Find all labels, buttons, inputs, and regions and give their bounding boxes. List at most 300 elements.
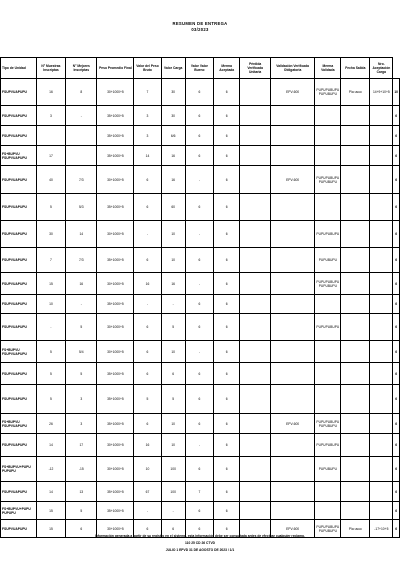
table-cell: 7 bbox=[134, 79, 161, 106]
table-cell bbox=[341, 414, 370, 434]
table-cell: PUPUBUPU bbox=[315, 457, 341, 482]
table-cell: 30+1000+5 bbox=[97, 434, 134, 457]
table-cell: 6 bbox=[213, 79, 240, 106]
table-cell bbox=[240, 79, 270, 106]
table-cell: 35+1000+5 bbox=[97, 126, 134, 146]
column-header: Valor Valor Bueno bbox=[185, 58, 213, 79]
table-cell: PUPUBUPU bbox=[315, 248, 341, 273]
table-cell: 6 bbox=[134, 341, 161, 363]
table-cell bbox=[240, 385, 270, 414]
table-cell: 6 bbox=[185, 502, 213, 520]
table-cell: 30+1000+5 bbox=[97, 457, 134, 482]
table-cell: 6 bbox=[213, 126, 240, 146]
table-header-row bbox=[1, 58, 400, 79]
table-cell: 15 bbox=[36, 273, 65, 295]
table-cell: 3 bbox=[134, 106, 161, 126]
table-cell: 6 bbox=[185, 146, 213, 166]
table-cell bbox=[315, 341, 341, 363]
report-title: RESUMEN DE ENTREGA bbox=[172, 21, 228, 26]
table-cell bbox=[341, 146, 370, 166]
table-cell bbox=[315, 126, 341, 146]
table-cell bbox=[341, 363, 370, 385]
table-cell bbox=[370, 194, 393, 221]
table-cell: 14 bbox=[134, 146, 161, 166]
table-cell: PUPUPUBUPU PUPUBUPU bbox=[315, 273, 341, 295]
table-cell bbox=[315, 194, 341, 221]
table-cell: 6 bbox=[161, 520, 185, 538]
table-cell: 6 bbox=[213, 502, 240, 520]
table-cell: 35+1000+5 bbox=[97, 248, 134, 273]
table-cell: 5 bbox=[36, 385, 65, 414]
table-cell: 6 bbox=[393, 273, 400, 295]
table-cell: 100 bbox=[161, 482, 185, 502]
table-cell: 6 bbox=[393, 502, 400, 520]
table-cell bbox=[341, 314, 370, 341]
table-cell: 10 bbox=[161, 248, 185, 273]
table-cell: 3 bbox=[66, 385, 97, 414]
report-header bbox=[0, 21, 400, 33]
table-row bbox=[1, 106, 400, 126]
table-cell: 6 bbox=[393, 126, 400, 146]
unit-type-cell: FSUPVUAPUPU bbox=[1, 273, 37, 295]
table-cell: 6 bbox=[213, 520, 240, 538]
table-cell bbox=[370, 126, 393, 146]
table-cell bbox=[370, 106, 393, 126]
table-cell: 6 bbox=[393, 194, 400, 221]
table-cell: 5/4 bbox=[66, 341, 97, 363]
table-cell: 6 bbox=[213, 457, 240, 482]
table-cell: 6 bbox=[134, 248, 161, 273]
column-header: N° Mejores Inscriptas bbox=[66, 58, 97, 79]
table-cell bbox=[270, 482, 315, 502]
table-cell: 6 bbox=[213, 146, 240, 166]
table-cell bbox=[240, 166, 270, 194]
column-header: Valor del Peso Bruto bbox=[134, 58, 161, 79]
table-cell: 6 bbox=[134, 414, 161, 434]
unit-type-cell: FS+BUPVU FSUPVUAPUPU bbox=[1, 414, 37, 434]
table-cell bbox=[315, 385, 341, 414]
table-cell: 6 bbox=[393, 385, 400, 414]
table-cell bbox=[270, 221, 315, 248]
table-cell: 6 bbox=[134, 166, 161, 194]
table-row bbox=[1, 502, 400, 520]
table-cell: 7/3 bbox=[66, 166, 97, 194]
table-cell bbox=[370, 434, 393, 457]
table-cell: EPV-600 bbox=[270, 79, 315, 106]
table-row bbox=[1, 273, 400, 295]
table-cell: 3 bbox=[66, 414, 97, 434]
table-row bbox=[1, 146, 400, 166]
table-cell: 35+1000+5 bbox=[97, 106, 134, 126]
table-cell: 30+1000+5 bbox=[97, 273, 134, 295]
table-cell: 6 bbox=[134, 194, 161, 221]
table-cell bbox=[240, 295, 270, 314]
table-cell: 6 bbox=[161, 363, 185, 385]
table-cell bbox=[341, 126, 370, 146]
table-cell: 6 bbox=[185, 295, 213, 314]
table-cell: 6 bbox=[393, 457, 400, 482]
table-cell bbox=[270, 341, 315, 363]
table-cell: 6 bbox=[393, 414, 400, 434]
table-cell: 6 bbox=[134, 314, 161, 341]
table-cell: 26 bbox=[36, 414, 65, 434]
table-cell bbox=[240, 457, 270, 482]
table-cell: 5 bbox=[36, 363, 65, 385]
table-cell: 6 bbox=[185, 194, 213, 221]
footer-code: 110 25 CD 26 CTVD bbox=[184, 541, 216, 545]
table-cell: 14 bbox=[36, 434, 65, 457]
table-cell: - bbox=[185, 341, 213, 363]
table-cell: 6 bbox=[213, 106, 240, 126]
table-cell: 35+1000+5 bbox=[97, 363, 134, 385]
table-cell bbox=[270, 457, 315, 482]
table-cell: 6 bbox=[393, 434, 400, 457]
table-cell bbox=[270, 385, 315, 414]
table-cell bbox=[341, 248, 370, 273]
table-cell: 6 bbox=[213, 194, 240, 221]
table-cell bbox=[240, 221, 270, 248]
table-cell: 6 bbox=[393, 341, 400, 363]
table-cell bbox=[341, 221, 370, 248]
table-cell bbox=[341, 273, 370, 295]
table-cell: 13 bbox=[66, 482, 97, 502]
table-cell: PUPUPUBUPU PUPUBUPU bbox=[315, 166, 341, 194]
table-cell: - bbox=[134, 502, 161, 520]
table-cell: 30+1000+5 bbox=[97, 166, 134, 194]
table-cell: 10 bbox=[393, 79, 400, 106]
table-row bbox=[1, 385, 400, 414]
table-cell bbox=[240, 434, 270, 457]
table-row bbox=[1, 79, 400, 106]
table-cell: 6 bbox=[185, 248, 213, 273]
table-cell bbox=[270, 273, 315, 295]
unit-type-cell: FSUPVUAPUPU bbox=[1, 295, 37, 314]
table-cell: -17+10+5 bbox=[370, 520, 393, 538]
table-cell bbox=[240, 146, 270, 166]
table-cell: EPV-600 bbox=[270, 166, 315, 194]
table-cell: PUPUPUBUPU PUPUBUPU bbox=[315, 520, 341, 538]
table-cell: 6 bbox=[393, 106, 400, 126]
table-cell: 10 bbox=[36, 295, 65, 314]
table-cell: Pla usuo bbox=[341, 520, 370, 538]
table-cell: 16 bbox=[66, 273, 97, 295]
table-cell: 67 bbox=[134, 482, 161, 502]
table-row bbox=[1, 221, 400, 248]
table-cell bbox=[315, 482, 341, 502]
table-cell: Pla usuo bbox=[341, 79, 370, 106]
table-cell: 5 bbox=[161, 385, 185, 414]
table-body bbox=[1, 79, 400, 538]
table-cell bbox=[370, 295, 393, 314]
table-cell bbox=[270, 295, 315, 314]
table-cell: 30+1000+5 bbox=[97, 520, 134, 538]
table-cell: PUPUPUBUPU PUPUBUPU bbox=[315, 79, 341, 106]
table-cell: - bbox=[134, 221, 161, 248]
table-cell bbox=[370, 482, 393, 502]
table-cell bbox=[270, 194, 315, 221]
table-cell: 10 bbox=[134, 457, 161, 482]
table-cell: 10 bbox=[161, 434, 185, 457]
table-cell: 30+1000+5 bbox=[97, 314, 134, 341]
table-cell: 35+1000+5 bbox=[97, 502, 134, 520]
table-cell: PUPUPUBUPU bbox=[315, 221, 341, 248]
table-cell bbox=[66, 126, 97, 146]
table-cell bbox=[370, 146, 393, 166]
table-cell bbox=[240, 341, 270, 363]
table-cell bbox=[240, 194, 270, 221]
unit-type-cell: FSUPVUAPUPU bbox=[1, 106, 37, 126]
table-cell: 6 bbox=[213, 273, 240, 295]
table-cell: - bbox=[161, 295, 185, 314]
table-cell: 6 bbox=[213, 434, 240, 457]
footer-period: JULIO 1 EPVD 31 DE AGOSTO DE 2023 / 1/1 bbox=[165, 548, 235, 552]
table-cell bbox=[270, 106, 315, 126]
table-cell bbox=[240, 502, 270, 520]
unit-type-cell: FSUPVUAPUPU bbox=[1, 79, 37, 106]
table-cell bbox=[341, 434, 370, 457]
table-cell bbox=[370, 414, 393, 434]
table-cell: 10 bbox=[161, 221, 185, 248]
column-header: N° Muestras Inscriptas bbox=[36, 58, 65, 79]
unit-type-cell: FSUPVUAPUPU bbox=[1, 434, 37, 457]
table-cell: PUPUPUBUPU PUPUBUPU bbox=[315, 414, 341, 434]
table-cell: 17 bbox=[36, 146, 65, 166]
table-cell bbox=[315, 106, 341, 126]
unit-type-cell: FS+BUPVU FSUPVUAPUPU bbox=[1, 341, 37, 363]
report-footer bbox=[0, 533, 400, 554]
table-cell: 6 bbox=[393, 166, 400, 194]
table-cell bbox=[341, 166, 370, 194]
table-cell: 15 bbox=[36, 520, 65, 538]
table-cell bbox=[240, 314, 270, 341]
table-cell: 6 bbox=[213, 385, 240, 414]
table-cell: 5 bbox=[36, 194, 65, 221]
table-cell bbox=[370, 385, 393, 414]
unit-type-cell: FS+BUPVU+PUPU PUPUPU bbox=[1, 457, 37, 482]
table-cell bbox=[341, 106, 370, 126]
table-cell: 35+1000+5 bbox=[97, 194, 134, 221]
table-cell: -12 bbox=[36, 457, 65, 482]
table-cell: 16 bbox=[134, 434, 161, 457]
unit-type-cell: FSUPVUAPUPU bbox=[1, 520, 37, 538]
table-row bbox=[1, 295, 400, 314]
table-cell: 14 bbox=[36, 482, 65, 502]
table-cell bbox=[370, 502, 393, 520]
table-cell bbox=[370, 457, 393, 482]
table-cell: 30+1000+5 bbox=[97, 221, 134, 248]
table-cell: 30 bbox=[161, 106, 185, 126]
table-cell: 16 bbox=[134, 273, 161, 295]
table-row bbox=[1, 363, 400, 385]
table-cell bbox=[270, 126, 315, 146]
table-cell: 10 bbox=[161, 341, 185, 363]
column-header: Fecha Salida bbox=[341, 58, 370, 79]
table-cell: 5 bbox=[134, 385, 161, 414]
table-cell: 6 bbox=[213, 363, 240, 385]
table-cell: 35+1000+5 bbox=[97, 414, 134, 434]
table-cell bbox=[240, 106, 270, 126]
table-row bbox=[1, 194, 400, 221]
table-cell: 10 bbox=[161, 414, 185, 434]
table-cell: 6 bbox=[393, 221, 400, 248]
table-cell: EPV-600 bbox=[270, 520, 315, 538]
table-cell bbox=[370, 341, 393, 363]
table-cell bbox=[370, 273, 393, 295]
table-cell: 30+1000+5 bbox=[97, 341, 134, 363]
table-cell bbox=[341, 385, 370, 414]
column-header: Merma Aceptada bbox=[213, 58, 240, 79]
table-row bbox=[1, 126, 400, 146]
table-cell bbox=[370, 314, 393, 341]
table-cell: 6 bbox=[185, 106, 213, 126]
table-cell: 15 bbox=[36, 502, 65, 520]
table-cell: - bbox=[66, 295, 97, 314]
table-cell: 6 bbox=[185, 363, 213, 385]
table-cell bbox=[341, 457, 370, 482]
table-cell: 14+9+10+5 bbox=[370, 79, 393, 106]
table-cell: 7/3 bbox=[66, 248, 97, 273]
unit-type-cell: FSUPVUAPUPU bbox=[1, 248, 37, 273]
table-row bbox=[1, 457, 400, 482]
table-cell: 30 bbox=[36, 221, 65, 248]
table-cell bbox=[240, 273, 270, 295]
table-row bbox=[1, 434, 400, 457]
table-cell: 35+1000+5 bbox=[97, 482, 134, 502]
table-cell: 17 bbox=[66, 434, 97, 457]
column-header: Pérdida Verificada Unitaria bbox=[240, 58, 270, 79]
unit-type-cell: FSUPVUAPUPU bbox=[1, 385, 37, 414]
table-cell: EPV-600 bbox=[270, 414, 315, 434]
table-cell bbox=[270, 363, 315, 385]
table-cell: -15 bbox=[66, 457, 97, 482]
table-cell: 7 bbox=[185, 482, 213, 502]
table-cell: 6 bbox=[185, 414, 213, 434]
table-cell bbox=[270, 248, 315, 273]
table-cell bbox=[270, 146, 315, 166]
table-cell: 6 bbox=[185, 314, 213, 341]
table-cell: - bbox=[185, 166, 213, 194]
table-cell: 8 bbox=[66, 79, 97, 106]
table-cell: 6 bbox=[393, 520, 400, 538]
table-cell bbox=[240, 126, 270, 146]
unit-type-cell: FSUPVUAPUPU bbox=[1, 166, 37, 194]
footer-note: Información generada a partir de su registro en el sistema, esta información debe ser consultada antes de efectuar cualquier reclamo. bbox=[95, 534, 305, 538]
table-cell: 100 bbox=[161, 457, 185, 482]
table-cell: 5 bbox=[36, 341, 65, 363]
table-cell bbox=[240, 248, 270, 273]
table-cell bbox=[240, 363, 270, 385]
table-cell bbox=[370, 221, 393, 248]
table-cell bbox=[370, 166, 393, 194]
table-cell: 60 bbox=[161, 194, 185, 221]
table-cell bbox=[315, 363, 341, 385]
table-cell: - bbox=[185, 221, 213, 248]
table-cell bbox=[66, 146, 97, 166]
table-cell bbox=[341, 341, 370, 363]
table-cell: 6 bbox=[393, 314, 400, 341]
table-cell: 35+1000+5 bbox=[97, 385, 134, 414]
unit-type-cell: FS+BUPVU+PUPU PUPUPU bbox=[1, 502, 37, 520]
unit-type-cell: FS+BUPVU FSUPVUAPUPU bbox=[1, 146, 37, 166]
table-cell: 5/3 bbox=[66, 194, 97, 221]
table-cell: - bbox=[66, 106, 97, 126]
table-cell: 6 bbox=[185, 457, 213, 482]
table-cell: 5 bbox=[161, 314, 185, 341]
table-cell bbox=[240, 482, 270, 502]
column-header: Tipo de Unidad bbox=[1, 58, 37, 79]
table-cell bbox=[341, 194, 370, 221]
column-header: Nro. Aceptación Carga bbox=[370, 58, 393, 79]
table-cell: 6 bbox=[393, 248, 400, 273]
table-cell: 6 bbox=[185, 520, 213, 538]
table-cell: 16 bbox=[36, 79, 65, 106]
table-cell: 6 bbox=[213, 221, 240, 248]
table-cell bbox=[341, 502, 370, 520]
table-row bbox=[1, 314, 400, 341]
table-cell: 5 bbox=[66, 314, 97, 341]
table-row bbox=[1, 248, 400, 273]
table-cell: 40 bbox=[36, 166, 65, 194]
table-cell: PUPUPUBUPU bbox=[315, 434, 341, 457]
table-cell: 6/6 bbox=[161, 126, 185, 146]
table-cell: 5 bbox=[66, 363, 97, 385]
table-cell: 6 bbox=[213, 295, 240, 314]
unit-type-cell: FSUPVUAPUPU bbox=[1, 221, 37, 248]
table-cell: 6 bbox=[213, 482, 240, 502]
table-cell: 6 bbox=[393, 146, 400, 166]
column-header: Valor Carga bbox=[161, 58, 185, 79]
table-row bbox=[1, 482, 400, 502]
table-row bbox=[1, 341, 400, 363]
table-cell: - bbox=[161, 502, 185, 520]
table-cell bbox=[315, 295, 341, 314]
column-header: Peso Promedio Final bbox=[97, 58, 134, 79]
table-cell: 6 bbox=[213, 166, 240, 194]
delivery-table bbox=[0, 57, 400, 538]
table-cell: 16 bbox=[161, 273, 185, 295]
table-cell: 6 bbox=[185, 126, 213, 146]
table-cell: PUPUPUBUPU bbox=[315, 314, 341, 341]
table-cell: - bbox=[185, 273, 213, 295]
table-cell bbox=[270, 434, 315, 457]
table-cell: 30 bbox=[161, 79, 185, 106]
table-cell: 6 bbox=[393, 295, 400, 314]
column-header: Validación Verificada Obligatoria bbox=[270, 58, 315, 79]
table-cell bbox=[270, 314, 315, 341]
table-row bbox=[1, 166, 400, 194]
table-cell: 14 bbox=[66, 221, 97, 248]
table-cell: 16 bbox=[161, 166, 185, 194]
table-cell: 6 bbox=[134, 520, 161, 538]
table-cell bbox=[315, 502, 341, 520]
unit-type-cell: FSUPVUAPUPU bbox=[1, 126, 37, 146]
table-cell: 7 bbox=[36, 248, 65, 273]
table-cell: 6 bbox=[134, 363, 161, 385]
unit-type-cell: FSUPVUAPUPU bbox=[1, 482, 37, 502]
table-cell bbox=[270, 502, 315, 520]
unit-type-cell: FSUPVUAPUPU bbox=[1, 363, 37, 385]
table-cell: 3 bbox=[134, 126, 161, 146]
table-cell: 35+1000+5 bbox=[97, 295, 134, 314]
unit-type-cell: FSUPVUAPUPU bbox=[1, 194, 37, 221]
table-cell: - bbox=[36, 314, 65, 341]
table-cell: 6 bbox=[185, 385, 213, 414]
table-cell bbox=[341, 482, 370, 502]
table-cell: 30+1000+5 bbox=[97, 79, 134, 106]
table-cell: 3 bbox=[36, 106, 65, 126]
table-cell: 6 bbox=[185, 79, 213, 106]
unit-type-cell: FSUPVUAPUPU bbox=[1, 314, 37, 341]
